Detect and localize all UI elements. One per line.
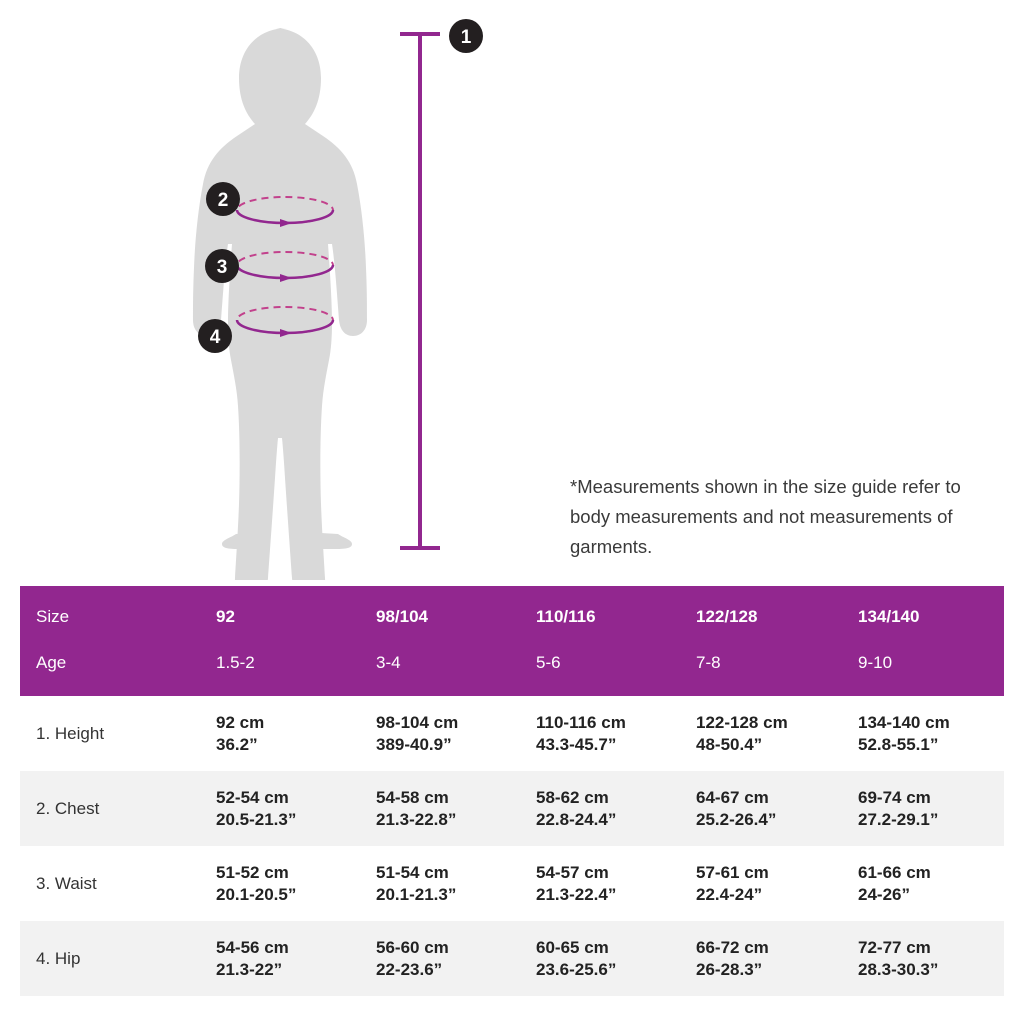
cell-inch: 52.8-55.1” xyxy=(858,734,939,754)
cell-inch: 27.2-29.1” xyxy=(858,809,939,829)
marker-2-label: 2 xyxy=(217,190,229,211)
child-silhouette-icon xyxy=(193,28,367,580)
cell-inch: 23.6-25.6” xyxy=(536,959,617,979)
cell-cm: 72-77 cm xyxy=(858,937,931,957)
header-age-label: Age xyxy=(20,640,200,696)
cell-hip-122-128 xyxy=(680,921,842,996)
header-age-0: 1.5-2 xyxy=(200,640,360,696)
cell-height-92 xyxy=(200,696,360,771)
cell-cm: 61-66 cm xyxy=(858,862,931,882)
cell-cm: 60-65 cm xyxy=(536,937,609,957)
cell-cm: 66-72 cm xyxy=(696,937,769,957)
cell-inch: 48-50.4” xyxy=(696,734,763,754)
table-row xyxy=(20,696,1004,771)
header-age-4: 9-10 xyxy=(842,640,1004,696)
cell-cm: 92 cm xyxy=(216,712,265,732)
cell-cm: 122-128 cm xyxy=(696,712,788,732)
cell-chest-122-128 xyxy=(680,771,842,846)
cell-inch: 22.8-24.4” xyxy=(536,809,617,829)
cell-inch: 28.3-30.3” xyxy=(858,959,939,979)
cell-inch: 26-28.3” xyxy=(696,959,763,979)
cell-cm: 64-67 cm xyxy=(696,787,769,807)
cell-inch: 43.3-45.7” xyxy=(536,734,617,754)
marker-3-waist xyxy=(205,249,239,283)
cell-cm: 110-116 cm xyxy=(536,712,626,732)
row-label-hip: 4. Hip xyxy=(20,921,200,996)
cell-hip-110-116 xyxy=(520,921,680,996)
cell-cm: 98-104 cm xyxy=(376,712,459,732)
cell-inch: 21.3-22” xyxy=(216,959,283,979)
cell-waist-92 xyxy=(200,846,360,921)
marker-1-label: 1 xyxy=(460,27,472,48)
cell-inch: 20.1-20.5” xyxy=(216,884,297,904)
table-header-size-row xyxy=(20,586,1004,640)
cell-chest-134-140 xyxy=(842,771,1004,846)
row-label-chest: 2. Chest xyxy=(20,771,200,846)
cell-height-122-128 xyxy=(680,696,842,771)
header-size-3: 122/128 xyxy=(680,586,842,640)
cell-inch: 25.2-26.4” xyxy=(696,809,777,829)
cell-cm: 52-54 cm xyxy=(216,787,289,807)
row-label-height: 1. Height xyxy=(36,723,105,743)
header-age-1: 3-4 xyxy=(360,640,520,696)
cell-height-110-116 xyxy=(520,696,680,771)
cell-inch: 24-26” xyxy=(858,884,910,904)
cell-hip-92 xyxy=(200,921,360,996)
table-header-age-row xyxy=(20,640,1004,696)
cell-height-98-104 xyxy=(360,696,520,771)
marker-4-label: 4 xyxy=(209,327,221,348)
cell-inch: 22-23.6” xyxy=(376,959,443,979)
marker-3-label: 3 xyxy=(216,257,228,278)
cell-cm: 54-56 cm xyxy=(216,937,289,957)
cell-height-134-140 xyxy=(842,696,1004,771)
cell-chest-110-116 xyxy=(520,771,680,846)
size-table-container xyxy=(20,586,1004,996)
table-row xyxy=(20,921,1004,996)
measurement-note: *Measurements shown in the size guide refer to body measurements and not measurements of garments. xyxy=(570,476,961,557)
cell-cm: 134-140 cm xyxy=(858,712,950,732)
table-row xyxy=(20,771,1004,846)
row-label-waist: 3. Waist xyxy=(36,873,97,893)
header-size-1: 98/104 xyxy=(360,586,520,640)
marker-4-hip xyxy=(198,319,232,353)
height-measure-line xyxy=(400,34,440,548)
cell-cm: 51-52 cm xyxy=(216,862,289,882)
marker-1-height xyxy=(449,19,483,53)
cell-cm: 58-62 cm xyxy=(536,787,609,807)
header-size-0: 92 xyxy=(200,586,360,640)
cell-cm: 57-61 cm xyxy=(696,862,769,882)
cell-waist-122-128 xyxy=(680,846,842,921)
header-age-2: 5-6 xyxy=(520,640,680,696)
cell-waist-98-104 xyxy=(360,846,520,921)
cell-inch: 21.3-22.4” xyxy=(536,884,617,904)
header-size-label: Size xyxy=(20,586,200,640)
cell-inch: 21.3-22.8” xyxy=(376,809,457,829)
cell-cm: 56-60 cm xyxy=(376,937,449,957)
header-size-4: 134/140 xyxy=(842,586,1004,640)
cell-cm: 69-74 cm xyxy=(858,787,931,807)
cell-waist-110-116 xyxy=(520,846,680,921)
cell-waist-134-140 xyxy=(842,846,1004,921)
cell-chest-98-104 xyxy=(360,771,520,846)
cell-inch: 22.4-24” xyxy=(696,884,763,904)
cell-inch: 36.2” xyxy=(216,734,258,754)
cell-cm: 51-54 cm xyxy=(376,862,449,882)
size-table xyxy=(20,586,1004,996)
cell-cm: 54-58 cm xyxy=(376,787,449,807)
marker-2-chest xyxy=(206,182,240,216)
header-size-2: 110/116 xyxy=(520,586,680,640)
header-age-3: 7-8 xyxy=(680,640,842,696)
cell-inch: 20.5-21.3” xyxy=(216,809,297,829)
cell-cm: 54-57 cm xyxy=(536,862,609,882)
cell-hip-98-104 xyxy=(360,921,520,996)
cell-inch: 20.1-21.3” xyxy=(376,884,457,904)
cell-hip-134-140 xyxy=(842,921,1004,996)
cell-chest-92 xyxy=(200,771,360,846)
cell-inch: 389-40.9” xyxy=(376,734,452,754)
table-row xyxy=(20,846,1004,921)
